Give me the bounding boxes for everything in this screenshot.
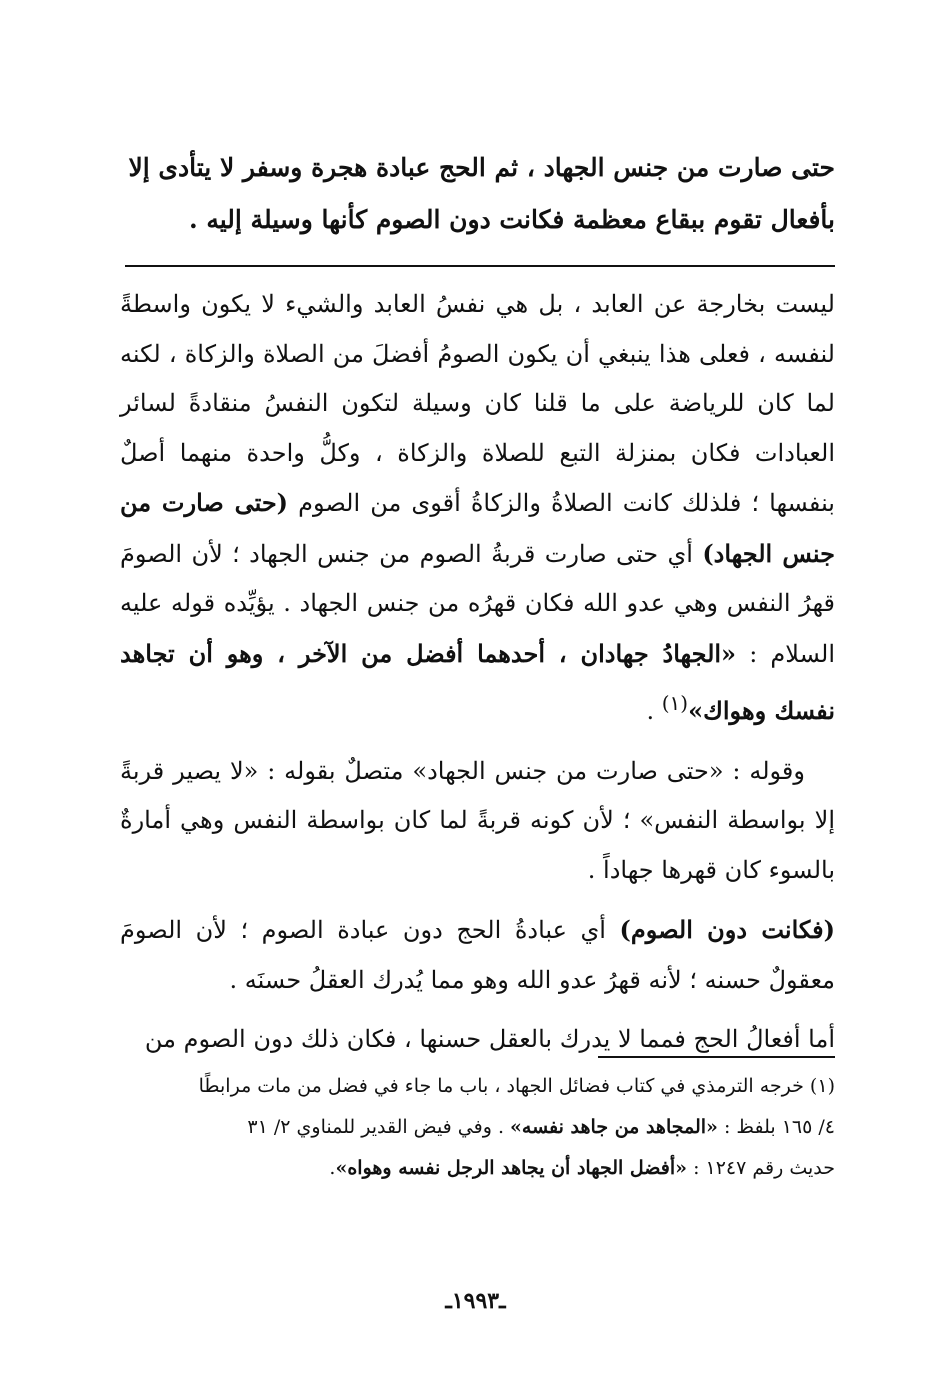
- main-text: [120, 142, 835, 246]
- commentary-paragraph-3: [120, 905, 835, 1005]
- footnotes: [120, 1066, 835, 1189]
- footnote-text: حديث رقم ١٢٤٧ :: [693, 1157, 835, 1179]
- footnote-line-2: [120, 1107, 835, 1148]
- footnote-quote: «المجاهد من جاهد نفسه»: [510, 1116, 718, 1138]
- main-text-line-2: بأفعال تقوم ببقاع معظمة فكانت دون الصوم كأنها وسيلة إليه .: [188, 205, 835, 234]
- footnote-text: .: [329, 1157, 336, 1179]
- footnote-text: . وفي فيض القدير للمناوي ٢/ ٣١: [247, 1116, 504, 1138]
- quoted-matn: (حتى صارت من جنس الجهاد): [120, 488, 835, 568]
- quoted-matn: (فكانت دون الصوم): [619, 915, 835, 944]
- commentary-paragraph-4: أما أفعالُ الحج فمما لا يدرك بالعقل حسنها ، فكان ذلك دون الصوم من: [144, 1025, 835, 1053]
- footnote-divider: [598, 1056, 835, 1058]
- page-number: ـ١٩٩٣ـ: [445, 1288, 506, 1314]
- commentary-text: أي عبادةُ الحج دون عبادة الصوم ؛ لأن الصومَ معقولٌ حسنه ؛ لأنه قهرُ عدو الله وهو مما يُدرك العقلُ حسنَه .: [120, 916, 835, 994]
- commentary-text: أي حتى صارت قربةُ الصوم من جنس الجهاد ؛ لأن الصومَ قهرُ النفس وهي عدو الله فكان قهرُه من جنس الجهاد . يؤيِّده قوله عليه السلام :: [120, 539, 835, 668]
- commentary-paragraph-2: وقوله : «حتى صارت من جنس الجهاد» متصلٌ بقوله : «لا يصير قربةً إلا بواسطة النفس» ؛ لأن كونه قربةً لما كان بواسطة النفس وهي أمارةٌ بالسوء كان قهرها جهاداً .: [120, 756, 835, 884]
- footnote-text: ٤/ ١٦٥ بلفظ :: [723, 1116, 835, 1138]
- footnote-line-3: [120, 1148, 835, 1189]
- commentary-paragraph-1: [120, 280, 835, 737]
- footnote-reference: (١): [661, 691, 689, 715]
- main-text-line-1: حتى صارت من جنس الجهاد ، ثم الحج عبادة هجرة وسفر لا يتأدى إلا: [128, 153, 835, 182]
- footnote-quote: «أفضل الجهاد أن يجاهد الرجل نفسه وهواه»: [335, 1157, 688, 1179]
- footnote-line-1: (١) خرجه الترمذي في كتاب فضائل الجهاد ، باب ما جاء في فضل من مات مرابطًا: [198, 1075, 835, 1097]
- commentary: [120, 280, 835, 1075]
- commentary-text: .: [646, 697, 662, 725]
- hadith-quote: «الجهادُ جهادان ، أحدهما أفضل من الآخر ، وهو أن تجاهد نفسك وهواك»: [120, 638, 835, 725]
- commentary-text: ليست بخارجة عن العابد ، بل هي نفسُ العابد والشيء لا يكون واسطةً لنفسه ، فعلى هذا ينبغي أن يكون الصومُ أفضلَ من الصلاة والزكاة ، لكنه لما كان للرياضة على ما قلنا كان وسيلة لتكون النفسُ منقادةً لسائر العبادات فكان بمنزلة التبع للصلاة والزكاة ، وكلُّ واحدة منهما أصلٌ بنفسها ؛ فلذلك كانت الصلاةُ والزكاةُ أقوى من الصوم: [120, 290, 835, 517]
- main-text-divider: [125, 265, 835, 267]
